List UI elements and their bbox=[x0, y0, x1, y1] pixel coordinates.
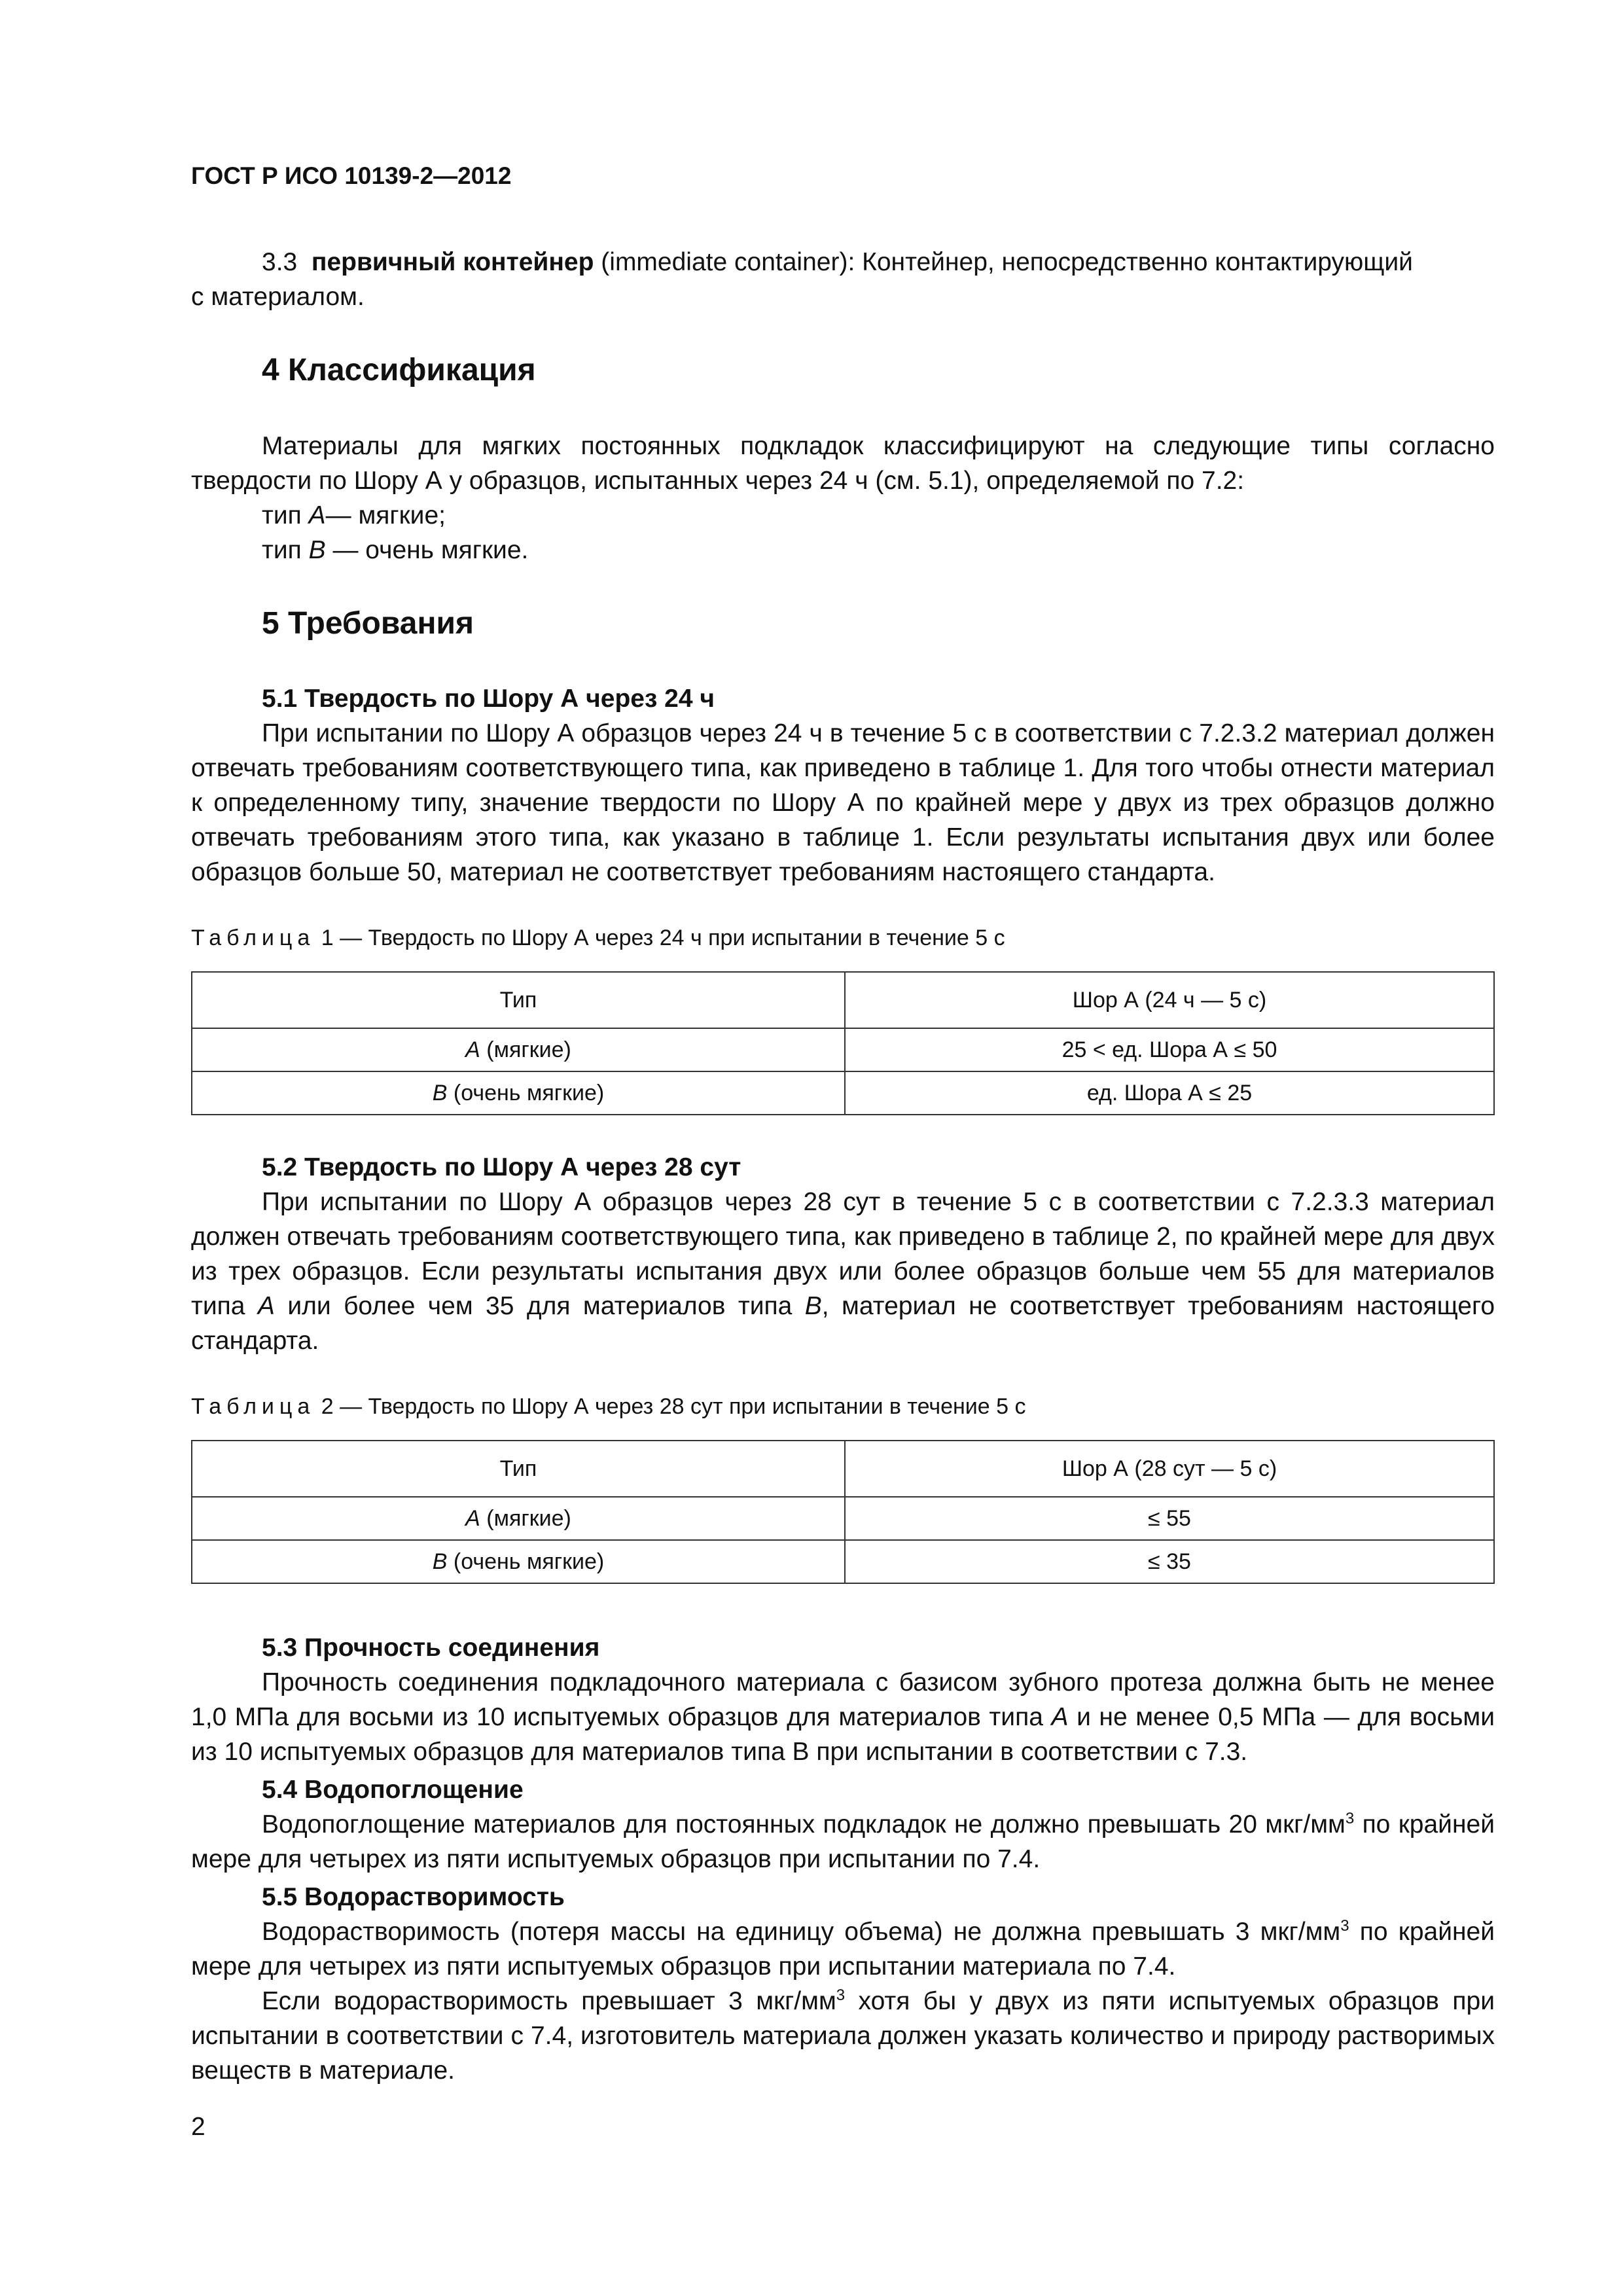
section-4-text: Материалы для мягких постоянных подкладок классифицируют на следующие типы согласно твердости по Шору А у образцов, испытанных через 24 ч (см. 5.1), определяемой по 7.2: bbox=[191, 432, 1495, 495]
subsection-5-5-title: 5.5 Водорастворимость bbox=[262, 1883, 565, 1911]
table-row bbox=[192, 1497, 1494, 1540]
type-b-line: тип В — очень мягкие. bbox=[262, 536, 529, 564]
type-a-line: тип А— мягкие; bbox=[262, 501, 446, 529]
table-2 bbox=[191, 1440, 1495, 1584]
table-cell-value: 25 < ед. Шора А ≤ 50 bbox=[845, 1028, 1494, 1071]
page-number: 2 bbox=[191, 2113, 205, 2141]
table-header-row bbox=[192, 972, 1494, 1028]
table-row bbox=[192, 1071, 1494, 1115]
term-name: первичный контейнер bbox=[311, 248, 594, 276]
section-4-title: 4 Классификация bbox=[262, 353, 536, 387]
subsection-5-5-text-1: Водорастворимость (потеря массы на единицу объема) не должна превышать 3 мкг/$мм^3$ по крайней мере для четырех из пяти испытуемых образцов при испытании материала по 7.4. bbox=[191, 1917, 1495, 1981]
table-row bbox=[192, 1028, 1494, 1071]
subsection-5-3-text: Прочность соединения подкладочного материала с базисом зубного протеза должна быть не менее 1,0 МПа для восьми из 10 испытуемых образцов для материалов типа А и не менее 0,5 МПа — для восьми из 10 испытуемых образцов для материалов типа В при испытании в соответствии с 7.3. bbox=[191, 1668, 1495, 1766]
table-cell-value: ≤ 55 bbox=[845, 1497, 1494, 1540]
table-1 bbox=[191, 971, 1495, 1115]
table-2-caption: Таблица 2 — Твердость по Шору А через 28 сут при испытании в течение 5 с bbox=[191, 1394, 1026, 1419]
subsection-5-3-title: 5.3 Прочность соединения bbox=[262, 1634, 600, 1662]
table-cell-type: А (мягкие) bbox=[192, 1497, 845, 1540]
term-english: (immediate container): bbox=[601, 248, 855, 276]
subsection-5-1-text: При испытании по Шору А образцов через 24 ч в течение 5 с в соответствии с 7.2.3.2 материал должен отвечать требованиям соответствующего типа, как приведено в таблице 1. Для того чтобы отнести материал к определенному типу, значение твердости по Шору А по крайней мере у двух из трех образцов должно отвечать требованиям этого типа, как указано в таблице 1. Если результаты испытания двух или более образцов больше 50, материал не соответствует требованиям настоящего стандарта. bbox=[191, 719, 1495, 886]
table-cell-value: ≤ 35 bbox=[845, 1540, 1494, 1583]
subsection-5-5-text-2: Если водорастворимость превышает 3 мкг/$мм^3$ хотя бы у двух из пяти испытуемых образцов при испытании в соответствии с 7.4, изготовитель материала должен указать количество и природу растворимых веществ в материале. bbox=[191, 1986, 1495, 2085]
term-definition-continuation: с материалом. bbox=[191, 283, 365, 311]
table-header-cell: Шор А (28 сут — 5 с) bbox=[845, 1441, 1494, 1497]
table-header-cell: Шор А (24 ч — 5 с) bbox=[845, 972, 1494, 1028]
subsection-5-1-title: 5.1 Твердость по Шору А через 24 ч bbox=[262, 685, 715, 713]
table-row bbox=[192, 1540, 1494, 1583]
term-number: 3.3 bbox=[262, 248, 298, 276]
document-page bbox=[191, 151, 1495, 2142]
table-header-row bbox=[192, 1441, 1494, 1497]
table-cell-type: А (мягкие) bbox=[192, 1028, 845, 1071]
table-1-caption: Таблица 1 — Твердость по Шору А через 24 ч при испытании в течение 5 с bbox=[191, 925, 1005, 950]
table-cell-value: ед. Шора А ≤ 25 bbox=[845, 1071, 1494, 1115]
table-header-cell: Тип bbox=[192, 1441, 845, 1497]
subsection-5-2-title: 5.2 Твердость по Шору А через 28 сут bbox=[262, 1153, 741, 1181]
subsection-5-2-text: При испытании по Шору А образцов через 28 сут в течение 5 с в соответствии с 7.2.3.3 материал должен отвечать требованиям соответствующего типа, как приведено в таблице 2, по крайней мере для двух из трех образцов. Если результаты испытания двух или более образцов больше чем 55 для материалов типа А или более чем 35 для материалов типа В, материал не соответствует требованиям настоящего стандарта. bbox=[191, 1188, 1495, 1355]
document-header: ГОСТ Р ИСО 10139-2—2012 bbox=[191, 162, 512, 189]
subsection-5-4-title: 5.4 Водопоглощение bbox=[262, 1776, 524, 1804]
section-5-title: 5 Требования bbox=[262, 606, 474, 641]
table-cell-type: В (очень мягкие) bbox=[192, 1071, 845, 1115]
subsection-5-4-text: Водопоглощение материалов для постоянных подкладок не должно превышать 20 мкг/$мм^3$ по крайней мере для четырех из пяти испытуемых образцов при испытании по 7.4. bbox=[191, 1810, 1495, 1873]
table-cell-type: В (очень мягкие) bbox=[192, 1540, 845, 1583]
term-definition-text: Контейнер, непосредственно контактирующий bbox=[855, 248, 1413, 276]
table-header-cell: Тип bbox=[192, 972, 845, 1028]
term-definition bbox=[191, 245, 1495, 279]
